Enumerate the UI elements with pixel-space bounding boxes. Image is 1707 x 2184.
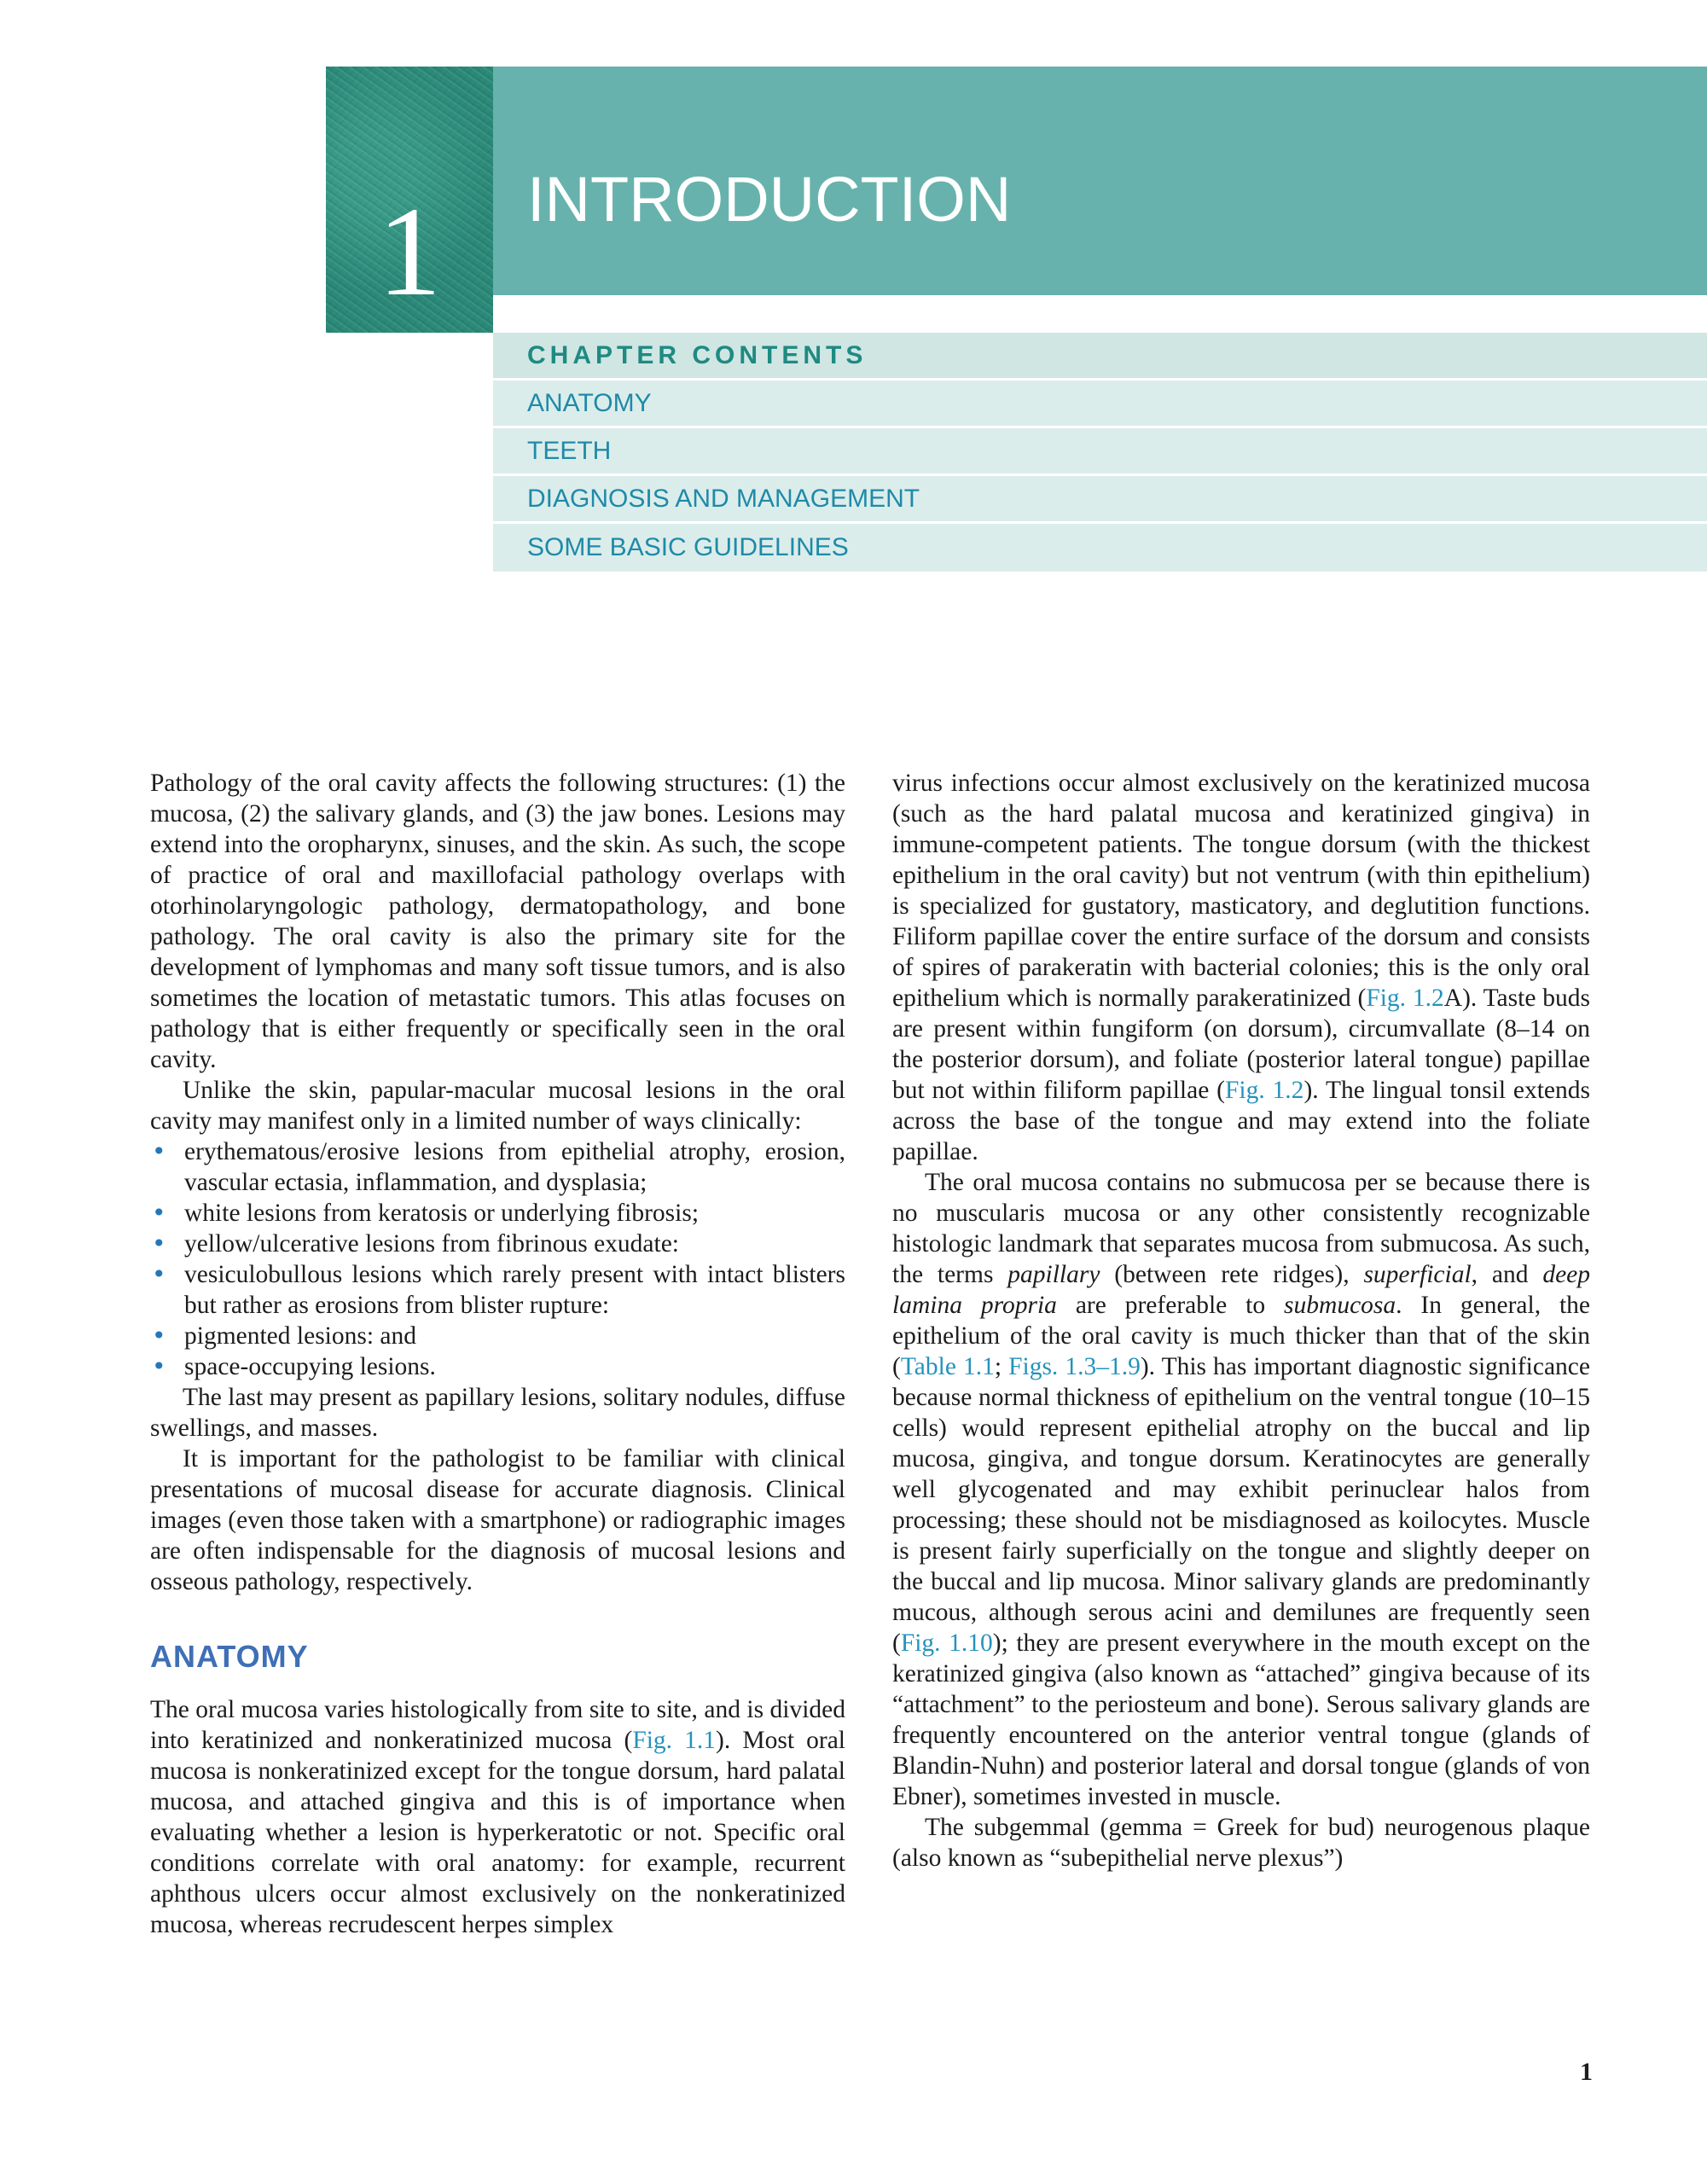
text-run: ). The lingual tonsil extends across the base of the tongue and may extend into the foliate papillae. (892, 1077, 1590, 1165)
chapter-title: INTRODUCTION (527, 164, 1012, 235)
italic-term: superficial (1363, 1261, 1472, 1288)
chapter-contents-heading: CHAPTER CONTENTS (527, 340, 868, 369)
italic-term: papillary (1007, 1261, 1100, 1288)
contents-item-diagnosis-and-management[interactable] (493, 476, 1707, 524)
text-run: (between rete ridges), (1100, 1261, 1364, 1288)
contents-item-label[interactable]: DIAGNOSIS AND MANAGEMENT (527, 484, 920, 513)
figure-reference-link[interactable]: Fig. 1.10 (900, 1629, 993, 1657)
list-item: • pigmented lesions: and (150, 1321, 845, 1351)
figure-reference-link[interactable]: Fig. 1.2 (1224, 1077, 1304, 1104)
italic-term: submucosa (1284, 1292, 1396, 1319)
paragraph: It is important for the pathologist to be familiar with clinical presentations of mucosal disease for accurate diagnosis. Clinical images (even those taken with a smartphone) or radiographic images are often indispensable for the diagnosis of mucosal lesions and osseous pathology, respectively. (150, 1445, 845, 1595)
chapter-number-block (326, 67, 493, 333)
list-item: • yellow/ulcerative lesions from fibrinous exudate: (150, 1228, 845, 1259)
text-run: , and (1471, 1261, 1543, 1288)
contents-item-label[interactable]: ANATOMY (527, 388, 652, 417)
contents-item-label[interactable]: TEETH (527, 436, 612, 465)
contents-item-anatomy[interactable] (493, 380, 1707, 428)
paragraph: Unlike the skin, papular-macular mucosal lesions in the oral cavity may manifest only in a limited number of ways clinically: (150, 1077, 845, 1135)
contents-item-teeth[interactable] (493, 428, 1707, 476)
italic-term: deep lamina propria (892, 1261, 1590, 1319)
text-run: ). Most oral mucosa is nonkeratinized except for the tongue dorsum, hard palatal mucosa, and attached gingiva and this is of importance when evaluating whether a lesion is hyperkeratotic or not. Specific oral conditions correlate with oral anatomy: for example, recurrent aphthous ulcers occur almost exclusively on the nonkeratinized mucosa, whereas recrudescent herpes simplex (150, 1727, 845, 1938)
list-item: • vesiculobullous lesions which rarely present with intact blisters but rather as erosions from blister rupture: (150, 1259, 845, 1321)
paragraph: The subgemmal (gemma = Greek for bud) neurogenous plaque (also known as “subepithelial nerve plexus”) (892, 1814, 1590, 1872)
figure-reference-link[interactable]: Figs. 1.3–1.9 (1008, 1353, 1141, 1380)
paragraph: The last may present as papillary lesions, solitary nodules, diffuse swellings, and masses. (150, 1384, 845, 1442)
list-item: • erythematous/erosive lesions from epithelial atrophy, erosion, vascular ectasia, inflammation, and dysplasia; (150, 1136, 845, 1198)
right-column (892, 768, 1590, 1873)
paragraph: Pathology of the oral cavity affects the following structures: (1) the mucosa, (2) the salivary glands, and (3) the jaw bones. Lesions may extend into the oropharynx, sinuses, and the skin. As such, the scope of practice of oral and maxillofacial pathology overlaps with otorhinolaryngologic pathology, dermatopathology, and bone pathology. The oral cavity is also the primary site for the development of lymphomas and many soft tissue tumors, and is also sometimes the location of metastatic tumors. This atlas focuses on pathology that is either frequently or specifically seen in the oral cavity. (150, 770, 845, 1073)
page-number: 1 (1580, 2058, 1593, 2086)
paragraph (150, 1694, 845, 1940)
chapter-title-bar (493, 67, 1707, 295)
paragraph (892, 768, 1590, 1167)
text-run: The oral mucosa contains no submucosa per se because there is no muscularis mucosa or any other consistently recognizable histologic landmark that separates mucosa from submucosa. As such, the terms (892, 1169, 1590, 1288)
text-run: ; (994, 1353, 1009, 1380)
text-run: . In general, the epithelium of the oral cavity is much thicker than that of the skin ( (892, 1292, 1591, 1380)
chapter-contents-header (493, 333, 1707, 380)
table-reference-link[interactable]: Table 1.1 (900, 1353, 995, 1380)
contents-item-label[interactable]: SOME BASIC GUIDELINES (527, 533, 849, 561)
text-run: A). Taste buds are present within fungiform (on dorsum), circumvallate (8–14 on the posterior dorsum), and foliate (posterior lateral tongue) papillae but not within filiform papillae ( (892, 985, 1590, 1104)
text-run: ). This has important diagnostic significance because normal thickness of epithelium on the ventral tongue (10–15 cells) would represent epithelial atrophy on the buccal and lip mucosa, gingiva, and tongue dorsum. Keratinocytes are generally well glycogenated and may exhibit perinuclear halos from processing; these should not be misdiagnosed as koilocytes. Muscle is present fairly superficially on the tongue and slightly deeper on the buccal and lip mucosa. Minor salivary glands are predominantly mucous, although serous acini and demilunes are frequently seen ( (892, 1353, 1590, 1657)
chapter-contents (493, 333, 1707, 572)
bullet-list (150, 1136, 845, 1382)
text-run: are preferable to (1056, 1292, 1285, 1319)
list-item: • white lesions from keratosis or underlying fibrosis; (150, 1198, 845, 1228)
left-column (150, 768, 845, 1940)
chapter-number: 1 (377, 181, 442, 322)
figure-reference-link[interactable]: Fig. 1.2 (1366, 985, 1444, 1012)
figure-reference-link[interactable]: Fig. 1.1 (632, 1727, 717, 1754)
text-run: virus infections occur almost exclusively on the keratinized mucosa (such as the hard palatal mucosa and keratinized gingiva) in immune-competent patients. The tongue dorsum (with the thickest epithelium in the oral cavity) but not ventrum (with thin epithelium) is specialized for gustatory, masticatory, and deglutition functions. Filiform papillae cover the entire surface of the dorsum and consists of spires of parakeratin with bacterial colonies; this is the only oral epithelium which is normally parakeratinized ( (892, 770, 1590, 1012)
text-run: ); they are present everywhere in the mouth except on the keratinized gingiva (also known as “attached” gingiva because of its “attachment” to the periosteum and bone). Serous salivary glands are frequently encountered on the anterior ventral tongue (glands of Blandin-Nuhn) and posterior lateral and dorsal tongue (glands of von Ebner), sometimes invested in muscle. (892, 1629, 1590, 1810)
text-run: The oral mucosa varies histologically from site to site, and is divided into keratinized and nonkeratinized mucosa ( (150, 1696, 845, 1754)
list-item: • space-occupying lesions. (150, 1351, 845, 1382)
paragraph (892, 1167, 1590, 1812)
section-heading-anatomy: ANATOMY (150, 1639, 309, 1674)
contents-item-some-basic-guidelines[interactable] (493, 524, 1707, 572)
